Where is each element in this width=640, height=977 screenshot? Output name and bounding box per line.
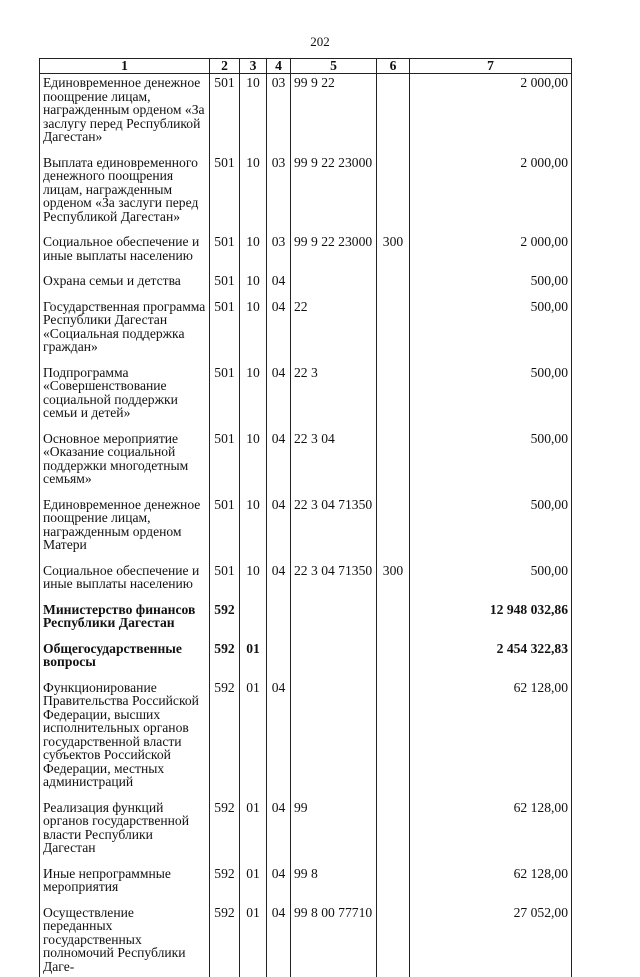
row-amount-cell: 27 052,00 [410, 898, 572, 977]
row-target-article-cell: 22 3 [291, 358, 377, 424]
row-code-cell: 592 [210, 673, 240, 793]
row-target-article-cell: 99 9 22 23000 [291, 227, 377, 266]
row-section-cell: 10 [240, 424, 267, 490]
header-col-2: 2 [210, 59, 240, 74]
header-col-1: 1 [40, 59, 210, 74]
row-subsection-cell: 04 [267, 898, 291, 977]
row-subsection-cell: 04 [267, 793, 291, 859]
row-target-article-cell: 99 9 22 23000 [291, 148, 377, 228]
row-target-article-cell: 22 3 04 71350 [291, 556, 377, 595]
table-row [40, 148, 572, 228]
table-row [40, 859, 572, 898]
row-expense-type-cell [377, 595, 410, 634]
row-subsection-cell: 04 [267, 859, 291, 898]
row-section-cell: 01 [240, 673, 267, 793]
row-expense-type-cell [377, 148, 410, 228]
row-section-cell: 01 [240, 859, 267, 898]
row-amount-cell: 2 000,00 [410, 227, 572, 266]
row-expense-type-cell [377, 292, 410, 358]
row-code-cell: 501 [210, 292, 240, 358]
table-row [40, 673, 572, 793]
header-col-7: 7 [410, 59, 572, 74]
row-amount-cell: 500,00 [410, 556, 572, 595]
row-section-cell: 01 [240, 634, 267, 673]
row-expense-type-cell [377, 266, 410, 292]
header-col-5: 5 [291, 59, 377, 74]
row-subsection-cell: 03 [267, 148, 291, 228]
row-target-article-cell [291, 673, 377, 793]
row-section-cell: 10 [240, 227, 267, 266]
row-expense-type-cell [377, 859, 410, 898]
row-code-cell: 501 [210, 424, 240, 490]
row-name-cell: Единовременное денежное поощрение лицам, награжденным орденом «За заслугу перед Республикой Дагестан» [40, 74, 210, 148]
row-target-article-cell: 99 8 00 77710 [291, 898, 377, 977]
table-row [40, 292, 572, 358]
row-amount-cell: 500,00 [410, 358, 572, 424]
page-number: 202 [0, 34, 640, 50]
row-amount-cell: 500,00 [410, 266, 572, 292]
row-target-article-cell: 22 3 04 71350 [291, 490, 377, 556]
row-target-article-cell: 99 8 [291, 859, 377, 898]
table-header-row [40, 59, 572, 74]
row-expense-type-cell [377, 673, 410, 793]
table-row [40, 424, 572, 490]
row-code-cell: 501 [210, 490, 240, 556]
row-code-cell: 501 [210, 358, 240, 424]
budget-table [39, 58, 572, 977]
header-col-3: 3 [240, 59, 267, 74]
row-subsection-cell: 04 [267, 556, 291, 595]
row-expense-type-cell [377, 74, 410, 148]
table-row [40, 634, 572, 673]
row-name-cell: Государственная программа Республики Дагестан «Социальная поддержка граждан» [40, 292, 210, 358]
row-section-cell: 10 [240, 556, 267, 595]
table-row [40, 595, 572, 634]
row-subsection-cell [267, 595, 291, 634]
row-subsection-cell: 03 [267, 227, 291, 266]
table-row [40, 793, 572, 859]
row-subsection-cell [267, 634, 291, 673]
row-code-cell: 592 [210, 898, 240, 977]
header-col-6: 6 [377, 59, 410, 74]
row-section-cell [240, 595, 267, 634]
row-amount-cell: 2 454 322,83 [410, 634, 572, 673]
row-name-cell: Основное мероприятие «Оказание социальной поддержки многодетным семьям» [40, 424, 210, 490]
row-name-cell: Реализация функций органов государственной власти Республики Дагестан [40, 793, 210, 859]
row-code-cell: 501 [210, 74, 240, 148]
table-row [40, 227, 572, 266]
row-amount-cell: 2 000,00 [410, 148, 572, 228]
row-section-cell: 01 [240, 898, 267, 977]
row-name-cell: Выплата единовременного денежного поощрения лицам, награжденным орденом «За заслуги перед Республикой Дагестан» [40, 148, 210, 228]
row-subsection-cell: 04 [267, 292, 291, 358]
row-amount-cell: 500,00 [410, 490, 572, 556]
row-expense-type-cell: 300 [377, 227, 410, 266]
row-subsection-cell: 04 [267, 266, 291, 292]
row-section-cell: 10 [240, 74, 267, 148]
row-subsection-cell: 04 [267, 358, 291, 424]
row-subsection-cell: 04 [267, 490, 291, 556]
row-expense-type-cell [377, 358, 410, 424]
row-name-cell: Охрана семьи и детства [40, 266, 210, 292]
table-row [40, 898, 572, 977]
table-row [40, 74, 572, 148]
row-name-cell: Социальное обеспечение и иные выплаты населению [40, 227, 210, 266]
row-section-cell: 10 [240, 490, 267, 556]
row-expense-type-cell [377, 793, 410, 859]
row-target-article-cell [291, 595, 377, 634]
row-section-cell: 01 [240, 793, 267, 859]
row-target-article-cell: 99 [291, 793, 377, 859]
row-name-cell: Социальное обеспечение и иные выплаты населению [40, 556, 210, 595]
row-section-cell: 10 [240, 148, 267, 228]
row-amount-cell: 12 948 032,86 [410, 595, 572, 634]
row-target-article-cell: 22 [291, 292, 377, 358]
row-section-cell: 10 [240, 266, 267, 292]
row-code-cell: 592 [210, 634, 240, 673]
row-amount-cell: 62 128,00 [410, 793, 572, 859]
row-subsection-cell: 03 [267, 74, 291, 148]
row-name-cell: Общегосударственные вопросы [40, 634, 210, 673]
row-target-article-cell: 99 9 22 [291, 74, 377, 148]
table-row [40, 358, 572, 424]
table-row [40, 266, 572, 292]
row-name-cell: Единовременное денежное поощрение лицам, награжденным орденом Матери [40, 490, 210, 556]
row-name-cell: Подпрограмма «Совершенствование социальной поддержки семьи и детей» [40, 358, 210, 424]
row-amount-cell: 62 128,00 [410, 859, 572, 898]
row-code-cell: 592 [210, 595, 240, 634]
row-amount-cell: 62 128,00 [410, 673, 572, 793]
row-target-article-cell [291, 266, 377, 292]
row-name-cell: Осуществление переданных государственных полномочий Республики Даге- [40, 898, 210, 977]
row-name-cell: Функционирование Правительства Российской Федерации, высших исполнительных органов государственной власти субъектов Российской Федерации, местных администраций [40, 673, 210, 793]
row-section-cell: 10 [240, 292, 267, 358]
row-code-cell: 501 [210, 266, 240, 292]
row-subsection-cell: 04 [267, 424, 291, 490]
row-code-cell: 501 [210, 556, 240, 595]
row-code-cell: 501 [210, 227, 240, 266]
table-row [40, 490, 572, 556]
row-target-article-cell: 22 3 04 [291, 424, 377, 490]
row-amount-cell: 500,00 [410, 424, 572, 490]
row-name-cell: Министерство финансов Республики Дагестан [40, 595, 210, 634]
row-amount-cell: 500,00 [410, 292, 572, 358]
header-col-4: 4 [267, 59, 291, 74]
row-code-cell: 592 [210, 793, 240, 859]
row-expense-type-cell: 300 [377, 556, 410, 595]
row-code-cell: 501 [210, 148, 240, 228]
row-expense-type-cell [377, 898, 410, 977]
row-expense-type-cell [377, 490, 410, 556]
row-expense-type-cell [377, 424, 410, 490]
row-code-cell: 592 [210, 859, 240, 898]
row-amount-cell: 2 000,00 [410, 74, 572, 148]
table-row [40, 556, 572, 595]
row-section-cell: 10 [240, 358, 267, 424]
row-target-article-cell [291, 634, 377, 673]
row-expense-type-cell [377, 634, 410, 673]
row-name-cell: Иные непрограммные мероприятия [40, 859, 210, 898]
row-subsection-cell: 04 [267, 673, 291, 793]
